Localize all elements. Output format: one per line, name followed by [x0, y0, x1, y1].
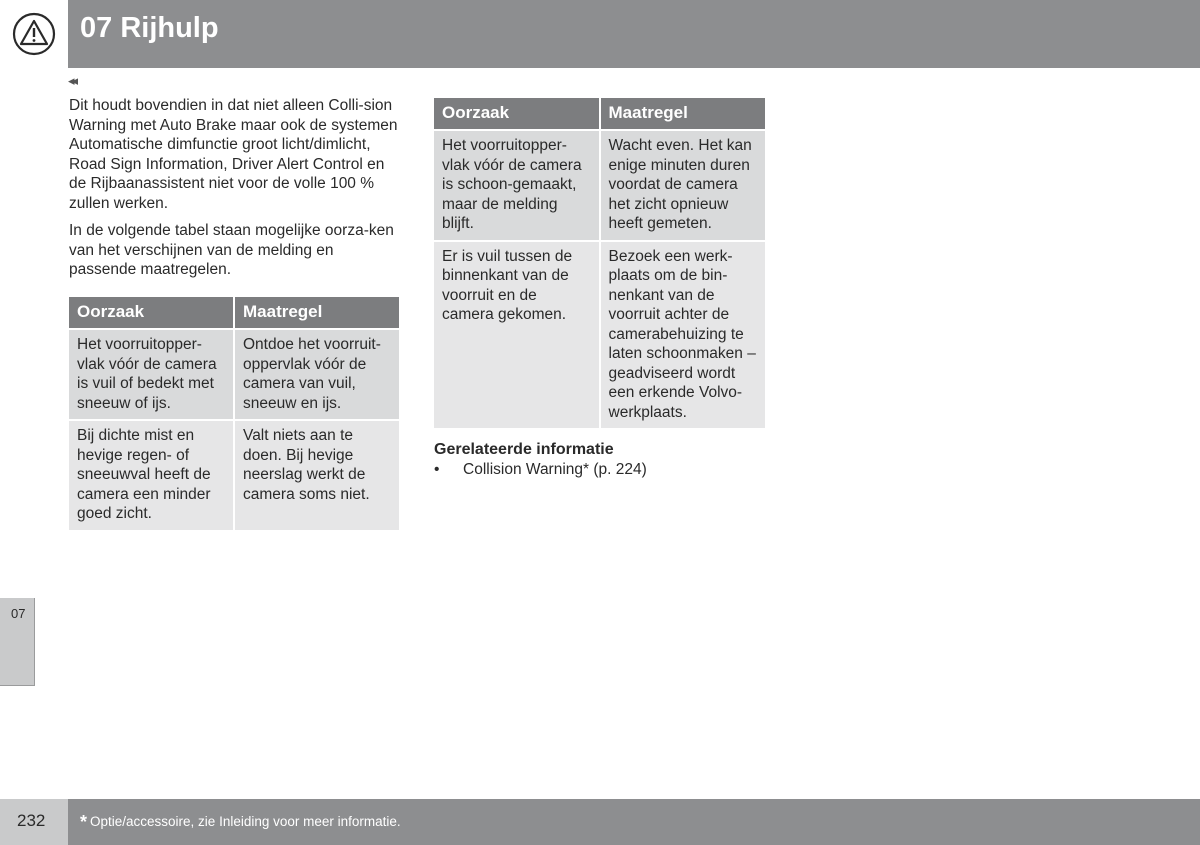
bullet-icon: •: [434, 461, 440, 478]
footer-page-box: [0, 799, 68, 845]
cause-measure-table-left: [67, 295, 401, 532]
table-row: [69, 330, 399, 419]
related-info-link[interactable]: Collision Warning* (p. 224): [463, 461, 647, 478]
table-cell-measure: Valt niets aan te doen. Bij hevige neerslag werkt de camera soms niet.: [235, 421, 399, 530]
table-cell-cause: Het voorruitopper-vlak vóór de camera is vuil of bedekt met sneeuw of ijs.: [69, 330, 233, 419]
table-header-row: [434, 98, 765, 129]
table-cell-measure: Wacht even. Het kan enige minuten duren voordat de camera het zicht opnieuw heeft gemeten.: [601, 131, 766, 240]
footnote: [80, 812, 401, 833]
continued-marker: ◂◂: [68, 73, 76, 88]
chapter-title: 07 Rijhulp: [80, 12, 219, 44]
table-cell-cause: Er is vuil tussen de binnenkant van de voorruit en de camera gekomen.: [434, 242, 599, 429]
table-cell-cause: Het voorruitopper-vlak vóór de camera is schoon-gemaakt, maar de melding blijft.: [434, 131, 599, 240]
column-header-measure: Maatregel: [235, 297, 399, 328]
page-number: 232: [17, 811, 46, 830]
intro-paragraph-2: In de volgende tabel staan mogelijke oorza-ken van het verschijnen van de melding en passende maatregelen.: [69, 222, 394, 278]
intro-paragraph-1: Dit houdt bovendien in dat niet alleen Colli-sion Warning met Auto Brake maar ook de systemen Automatische dimfunctie groot licht/dimlicht, Road Sign Information, Driver Alert Control en de Rijbaanassistent niet voor de volle 100 % zullen werken.: [69, 97, 398, 212]
column-header-cause: Oorzaak: [69, 297, 233, 328]
warning-triangle-icon: [12, 12, 56, 56]
footer-band: [68, 799, 1200, 845]
table-cell-measure: Ontdoe het voorruit-oppervlak vóór de camera van vuil, sneeuw en ijs.: [235, 330, 399, 419]
table-row: [69, 421, 399, 530]
related-info-item: [434, 461, 647, 479]
cause-measure-table-right: [432, 96, 767, 430]
table-cell-measure: Bezoek een werk-plaats om de bin-nenkant van de voorruit achter de camerabehuizing te laten schoonmaken – geadviseerd wordt een erkende Volvo-werkplaats.: [601, 242, 766, 429]
footnote-star: *: [80, 812, 88, 832]
table-header-row: [69, 297, 399, 328]
column-header-cause: Oorzaak: [434, 98, 599, 129]
column-header-measure: Maatregel: [601, 98, 766, 129]
table-row: [434, 131, 765, 240]
chapter-side-tab: [0, 598, 35, 686]
side-tab-label: 07: [11, 606, 26, 621]
header-icon-box: [0, 0, 68, 68]
table-cell-cause: Bij dichte mist en hevige regen- of sneeuwval heeft de camera een minder goed zicht.: [69, 421, 233, 530]
header-band: [68, 0, 1200, 68]
footnote-text: Optie/accessoire, zie Inleiding voor meer informatie.: [90, 814, 401, 829]
table-row: [434, 242, 765, 429]
related-info-heading: Gerelateerde informatie: [434, 441, 614, 458]
